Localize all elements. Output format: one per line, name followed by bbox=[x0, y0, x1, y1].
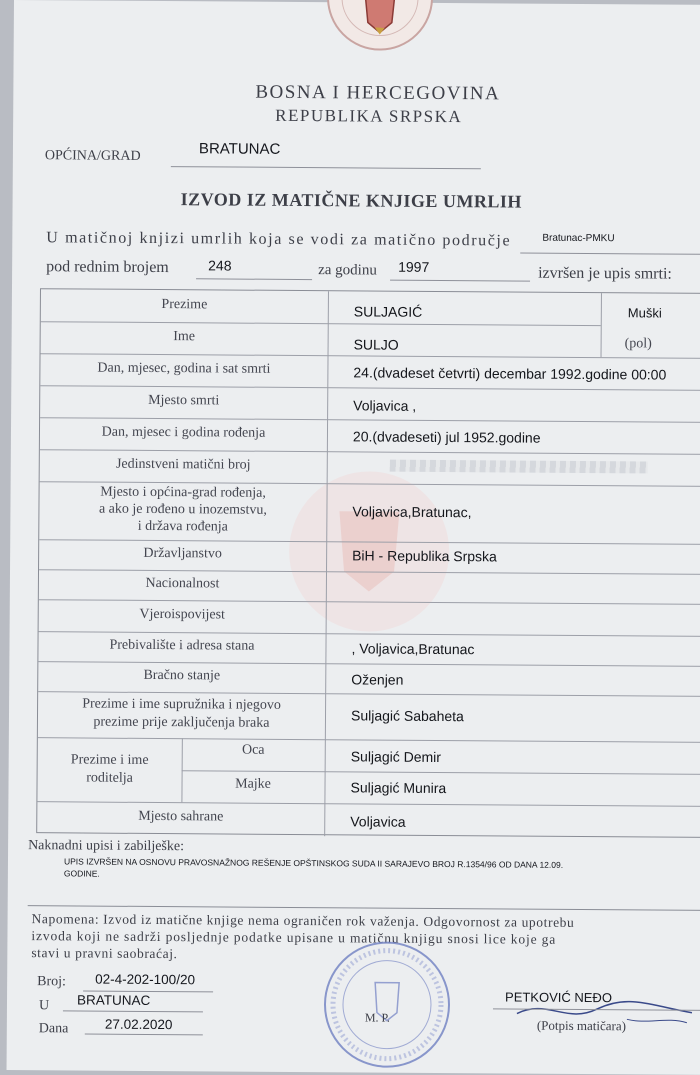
label-spouse: Prezime i ime supružnika i njegovo prezime prije zaključenja braka bbox=[82, 696, 281, 731]
label-residence: Prebivalište i adresa stana bbox=[109, 637, 255, 654]
intro-line1: U matičnoj knjizi umrlih koja se vodi za matično područje bbox=[46, 229, 512, 250]
u-value: BRATUNAC bbox=[76, 992, 151, 1008]
u-label: U bbox=[38, 998, 50, 1014]
label-mother: Majke bbox=[235, 776, 271, 792]
intro-line2-number-label: pod rednim brojem bbox=[46, 258, 169, 277]
label-marital-status: Bračno stanje bbox=[143, 667, 221, 684]
official-stamp bbox=[317, 932, 488, 1073]
header-country: BOSNA I HERCEGOVINA bbox=[255, 81, 501, 105]
value-birth-date: 20.(dvadeseti) jul 1952.godine bbox=[352, 428, 541, 446]
value-spouse: Suljagić Sabaheta bbox=[350, 707, 464, 725]
label-name: Ime bbox=[173, 329, 196, 345]
area-value: Bratunac-PMKU bbox=[542, 232, 615, 245]
header-entity: REPUBLIKA SRPSKA bbox=[275, 105, 463, 127]
value-death-place: Voljavica , bbox=[353, 397, 417, 414]
remark-line2: izvoda koji ne sadrži posljednje podatke upisane u matičnu knjigu snosi lice koje ga bbox=[31, 928, 557, 947]
notes-label: Naknadni upisi i zabilješke: bbox=[28, 838, 185, 855]
entry-table bbox=[36, 288, 700, 838]
label-religion: Vjeroispovijest bbox=[139, 606, 226, 623]
value-surname: SULJAGIĆ bbox=[353, 303, 423, 320]
label-birth-place: Mjesto i općina-grad rođenja, a ako je rođeno u inozemstvu, i država rođenja bbox=[98, 484, 267, 535]
value-death-date: 24.(dvadeset četvrti) decembar 1992.godine 00:00 bbox=[353, 364, 667, 383]
dana-value: 27.02.2020 bbox=[104, 1016, 173, 1033]
value-birth-place: Voljavica,Bratunac, bbox=[352, 503, 472, 521]
label-parents: Prezime i ime roditelja bbox=[70, 752, 149, 786]
value-burial-place: Voljavica bbox=[350, 813, 406, 830]
redacted-jmbg bbox=[390, 460, 648, 474]
value-name: SULJO bbox=[353, 336, 399, 353]
label-father: Oca bbox=[241, 742, 265, 758]
register-number-value: 248 bbox=[208, 257, 232, 274]
notes-text-line2: GODINE. bbox=[63, 868, 100, 879]
certificate-paper bbox=[7, 0, 700, 1075]
dana-label: Dana bbox=[38, 1021, 69, 1037]
municipality-label: OPĆINA/GRAD bbox=[44, 148, 141, 164]
broj-label: Broj: bbox=[37, 974, 66, 990]
label-surname: Prezime bbox=[161, 297, 208, 313]
label-death-date: Dan, mjesec, godina i sat smrti bbox=[97, 360, 271, 377]
value-father: Suljagić Demir bbox=[350, 748, 442, 765]
value-residence: , Voljavica,Bratunac bbox=[351, 640, 475, 658]
label-jmbg: Jedinstveni matični broj bbox=[115, 456, 251, 473]
value-citizenship: BiH - Republika Srpska bbox=[352, 547, 497, 565]
label-citizenship: Državljanstvo bbox=[143, 545, 222, 562]
remark-line3: stavi u pravni saobraćaj. bbox=[31, 945, 178, 962]
value-sex: Muški bbox=[627, 305, 662, 321]
intro-line2-end: izvršen je upis smrti: bbox=[538, 264, 672, 283]
coat-of-arms-seal bbox=[320, 0, 440, 53]
document-title: IZVOD IZ MATIČNE KNJIGE UMRLIH bbox=[180, 189, 523, 212]
label-birth-date: Dan, mjesec i godina rođenja bbox=[101, 424, 266, 441]
value-mother: Suljagić Munira bbox=[350, 779, 447, 797]
sign-label: (Potpis matičara) bbox=[536, 1017, 627, 1034]
broj-value: 02-4-202-100/20 bbox=[95, 971, 196, 988]
label-nationality: Nacionalnost bbox=[145, 575, 220, 592]
intro-line2-year-label: za godinu bbox=[318, 262, 377, 279]
notes-text-line1: UPIS IZVRŠEN NA OSNOVU PRAVOSNAŽNOG REŠENJE OPŠTINSKOG SUDA II SARAJEVO BROJ R.1354/96 OD DANA 12.09. bbox=[63, 856, 564, 870]
signer-name: PETKOVIĆ NEĐO bbox=[504, 989, 613, 1006]
value-marital-status: Oženjen bbox=[351, 671, 404, 688]
label-sex: (pol) bbox=[624, 336, 652, 352]
remark-line1: Napomena: Izvod iz matične knjige nema ograničen rok važenja. Odgovornost za upotrebu bbox=[31, 911, 575, 930]
municipality-value: BRATUNAC bbox=[198, 140, 281, 158]
label-burial-place: Mjesto sahrane bbox=[138, 808, 224, 825]
mp-label: M. P. bbox=[364, 1010, 390, 1025]
year-value: 1997 bbox=[398, 258, 430, 275]
label-death-place: Mjesto smrti bbox=[148, 392, 220, 409]
